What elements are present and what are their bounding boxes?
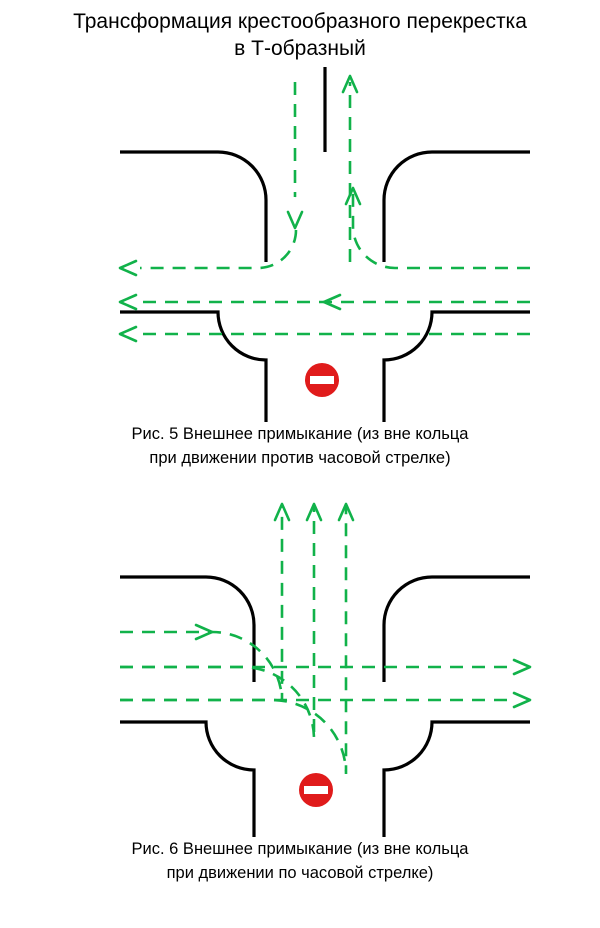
figure-6-block bbox=[0, 482, 600, 885]
road-southeast-corner-2 bbox=[384, 722, 530, 837]
no-entry-sign bbox=[305, 363, 339, 397]
figure-5-diagram bbox=[0, 62, 600, 422]
no-entry-sign-2 bbox=[299, 773, 333, 807]
arrowhead-eastbound-2 bbox=[514, 693, 530, 707]
figure-5-block bbox=[0, 62, 600, 470]
road-northeast-corner bbox=[384, 152, 530, 262]
flow-west-to-north-2 bbox=[120, 507, 314, 739]
figure-5-caption bbox=[0, 422, 600, 470]
figure-6-caption-line-1: Рис. 6 Внешнее примыкание (из вне кольца bbox=[131, 840, 469, 858]
figure-6-caption bbox=[0, 837, 600, 885]
flow-west-to-north-1 bbox=[120, 507, 282, 702]
page-title-line-2: в Т-образный bbox=[234, 37, 366, 60]
flow-westbound-lane-1 bbox=[140, 230, 296, 268]
page-title-line-1: Трансформация крестообразного перекрестка bbox=[73, 10, 527, 33]
arrowhead-north-up-2 bbox=[307, 504, 321, 520]
road-southeast-corner bbox=[384, 312, 530, 422]
arrowhead-westbound-2 bbox=[120, 295, 136, 309]
page-title bbox=[0, 0, 600, 62]
figure-5-caption-line-2: при движении против часовой стрелке) bbox=[149, 449, 451, 467]
road-southwest-corner bbox=[120, 312, 266, 422]
figure-6-diagram bbox=[0, 482, 600, 837]
road-northwest-corner bbox=[120, 152, 266, 262]
flow-west-to-north-3 bbox=[120, 507, 346, 774]
arrowhead-westbound-3 bbox=[120, 327, 136, 341]
arrowhead-north-down bbox=[288, 212, 302, 228]
arrowhead-westbound-1 bbox=[120, 261, 136, 275]
arrowhead-eastbound-1 bbox=[514, 660, 530, 674]
road-southwest-corner-2 bbox=[120, 722, 254, 837]
flow-east-to-north-curve bbox=[353, 192, 530, 268]
figure-5-caption-line-1: Рис. 5 Внешнее примыкание (из вне кольца bbox=[131, 425, 469, 443]
figure-6-caption-line-2: при движении по часовой стрелке) bbox=[166, 864, 434, 882]
